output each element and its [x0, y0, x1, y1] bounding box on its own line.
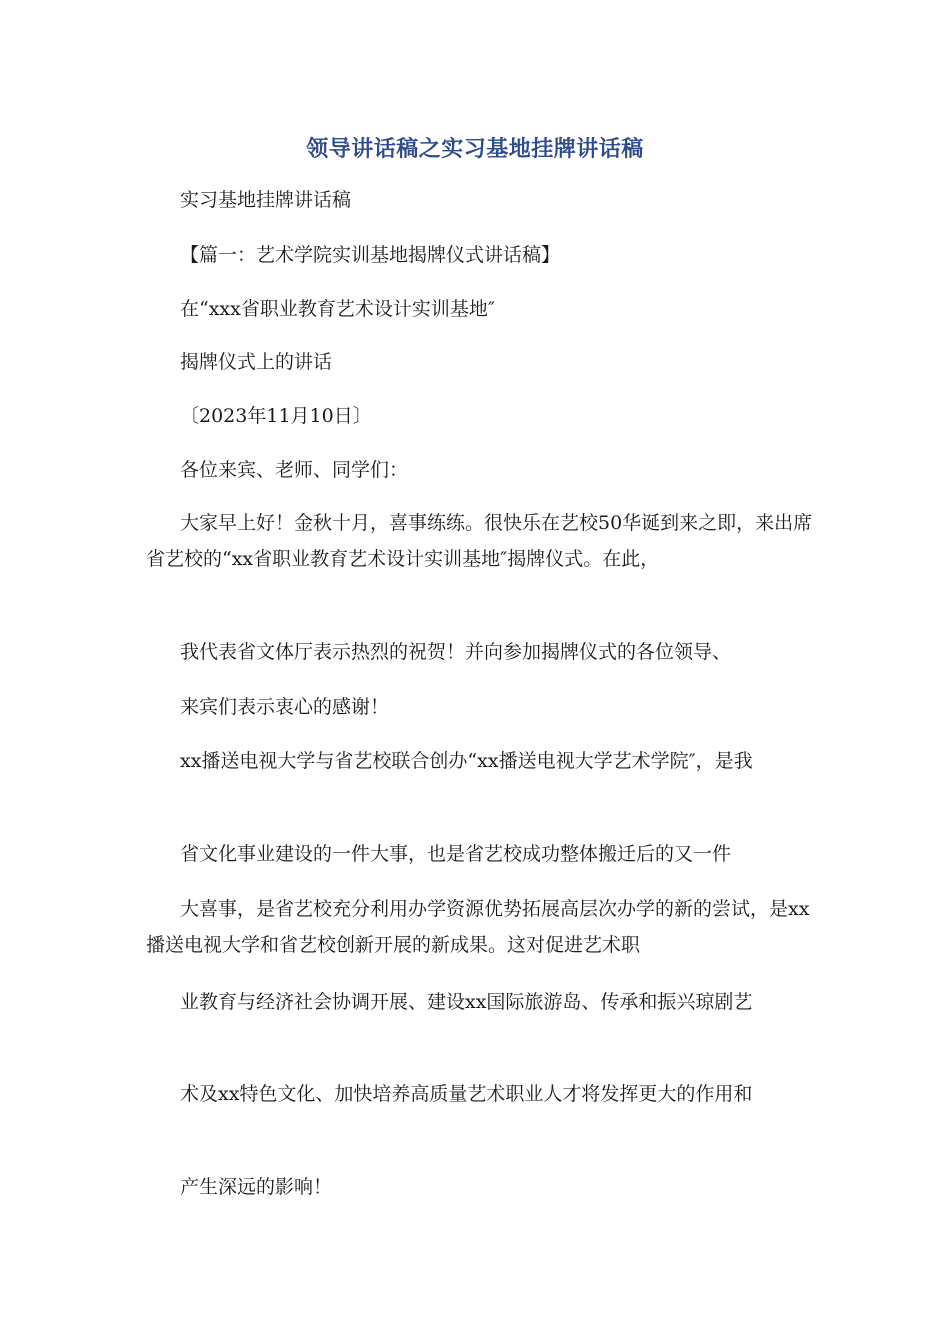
paragraph-date: 〔2023年11月10日〕	[180, 405, 372, 427]
document-title: 领导讲话稿之实习基地挂牌讲话稿	[306, 137, 644, 162]
paragraph-body: 大家早上好！金秋十月，喜事练练。很快乐在艺校50华诞到来之即，来出席省艺校的“xx省职业教育艺术设计实训基地″揭牌仪式。在此，	[146, 512, 813, 570]
paragraph-event-name: 在“xxx省职业教育艺术设计实训基地″	[180, 298, 495, 320]
paragraph-section-heading: 【篇一：艺术学院实训基地揭牌仪式讲话稿】	[180, 244, 561, 266]
paragraph-body: 来宾们表示衷心的感谢！	[180, 696, 390, 718]
paragraph-body: 大喜事，是省艺校充分利用办学资源优势拓展高层次办学的新的尝试，是xx播送电视大学和省艺校创新开展的新成果。这对促进艺术职	[146, 898, 810, 956]
paragraph-body: xx播送电视大学与省艺校联合创办“xx播送电视大学艺术学院″，是我	[180, 750, 753, 772]
paragraph-body: 业教育与经济社会协调开展、建设xx国际旅游岛、传承和振兴琼剧艺	[180, 991, 753, 1013]
paragraph-body: 我代表省文体厅表示热烈的祝贺！并向参加揭牌仪式的各位领导、	[180, 641, 732, 663]
paragraph-speech-label: 揭牌仪式上的讲话	[180, 351, 333, 373]
paragraph-body: 术及xx特色文化、加快培养高质量艺术职业人才将发挥更大的作用和	[180, 1083, 753, 1105]
paragraph-subtitle: 实习基地挂牌讲话稿	[180, 189, 352, 211]
paragraph-greeting: 各位来宾、老师、同学们：	[180, 459, 409, 481]
paragraph-body: 省文化事业建设的一件大事，也是省艺校成功整体搬迁后的又一件	[180, 843, 732, 865]
paragraph-body: 产生深远的影响！	[180, 1176, 333, 1198]
